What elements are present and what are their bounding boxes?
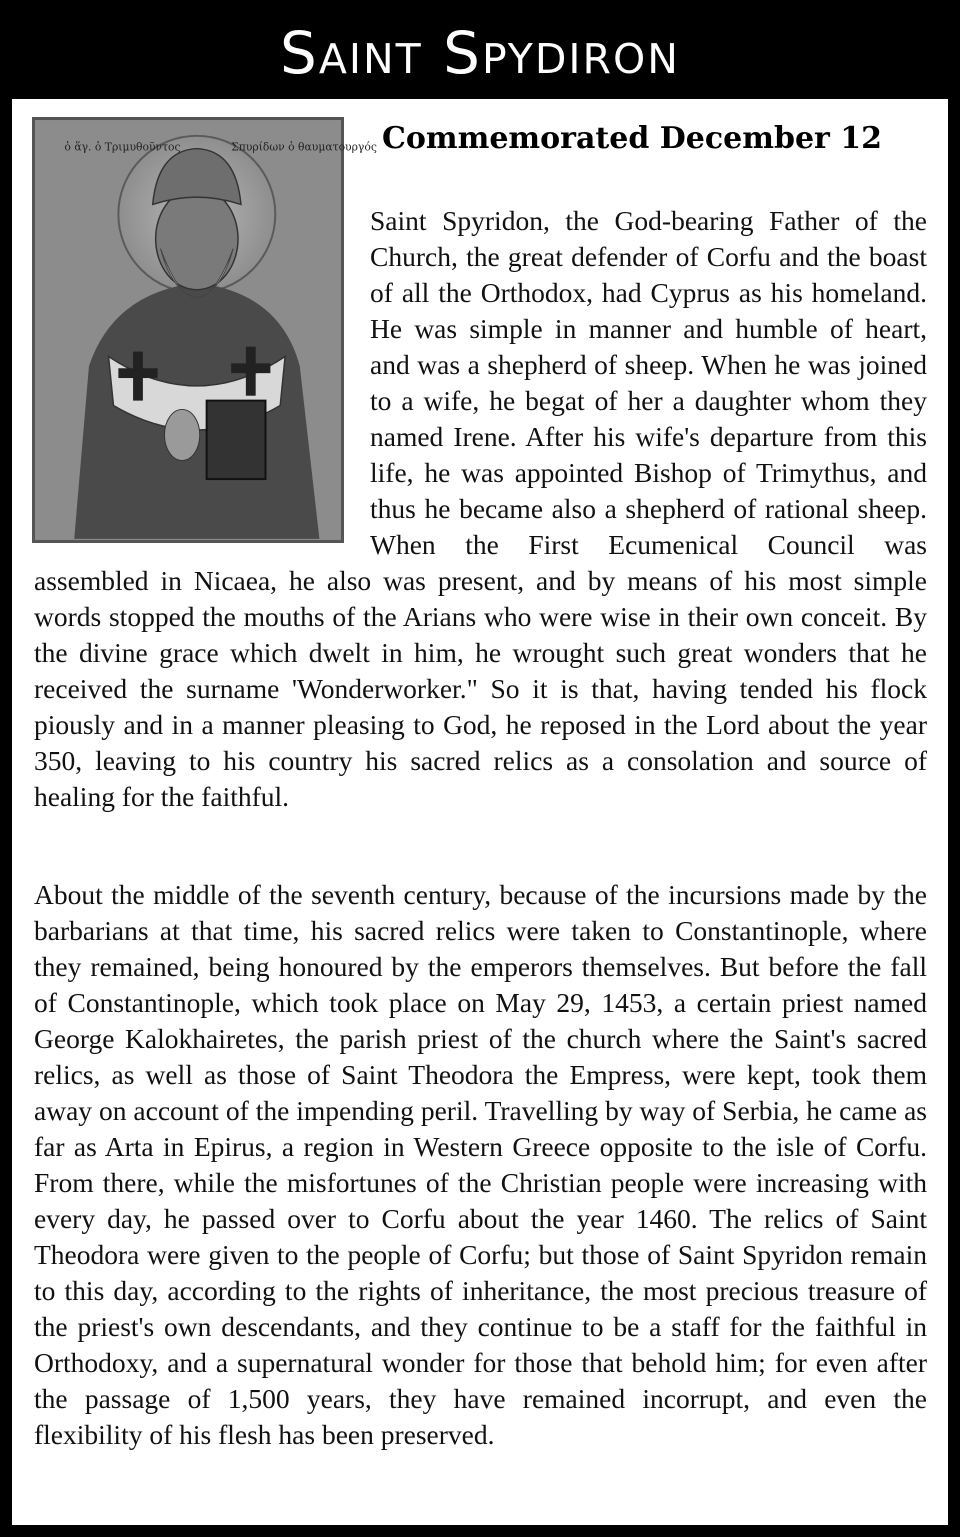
inscription-left: ὁ ἅγ. ὁ Τριμυθοῦντος: [64, 140, 181, 154]
commemoration-date: Commemorated December 12: [381, 121, 883, 156]
paragraph-1-text: Saint Spyridon, the God-bearing Father of the Church, the great defender of Corfu and the boast of all the Orthodox, had Cyprus as his homeland. He was simple in manner and humble of heart, and was a shepherd of sheep. When he was joined to a wife, he begat of her a daughter whom they named Irene. After his wife's departure from this life, he was appointed Bishop of Trimythus, and thus he became also a shepherd of rational sheep. When the First Ecumenical Council was assembled in Nicaea, he also was present, and by means of his most simple words stopped the mouths of the Arians who were wise in their own conceit. By the divine grace which dwelt in him, he wrought such great wonders that he received the surname 'Wonderworker." So it is that, having tended his flock piously and in a manner pleasing to God, he reposed in the Lord about the year 350, leaving to his country his sacred relics as a consolation and source of healing for the faithful.: [34, 205, 927, 812]
page: [7, 7, 953, 1530]
content-area: [12, 99, 948, 1525]
title-bar: [7, 7, 953, 99]
paragraph-1: [34, 203, 927, 815]
image-wrap-spacer: [34, 203, 370, 563]
page-title: Saint Spydiron: [280, 19, 680, 87]
inscription-right: Σπυρίδων ὁ θαυματουργός: [231, 140, 377, 154]
paragraph-2: About the middle of the seventh century, because of the incursions made by the barbarians at that time, his sacred relics were taken to Constantinople, where they remained, being honoured by the emperors themselves. But before the fall of Constantinople, which took place on May 29, 1453, a certain priest named George Kalokhairetes, the parish priest of the church where the Saint's sacred relics, as well as those of Saint Theodora the Empress, were kept, took them away on account of the impending peril. Travelling by way of Serbia, he came as far as Arta in Epirus, a region in Western Greece opposite to the isle of Corfu. From there, while the misfortunes of the Christian people were increasing with every day, he passed over to Corfu about the year 1460. The relics of Saint Theodora were given to the people of Corfu; but those of Saint Spyridon remain to this day, according to the rights of inheritance, the most precious treasure of the priest's own descendants, and they continue to be a staff for the faithful in Orthodoxy, and a supernatural wonder for those that behold him; for even after the passage of 1,500 years, they have remained incorrupt, and even the flexibility of his flesh has been preserved.: [34, 879, 927, 1450]
